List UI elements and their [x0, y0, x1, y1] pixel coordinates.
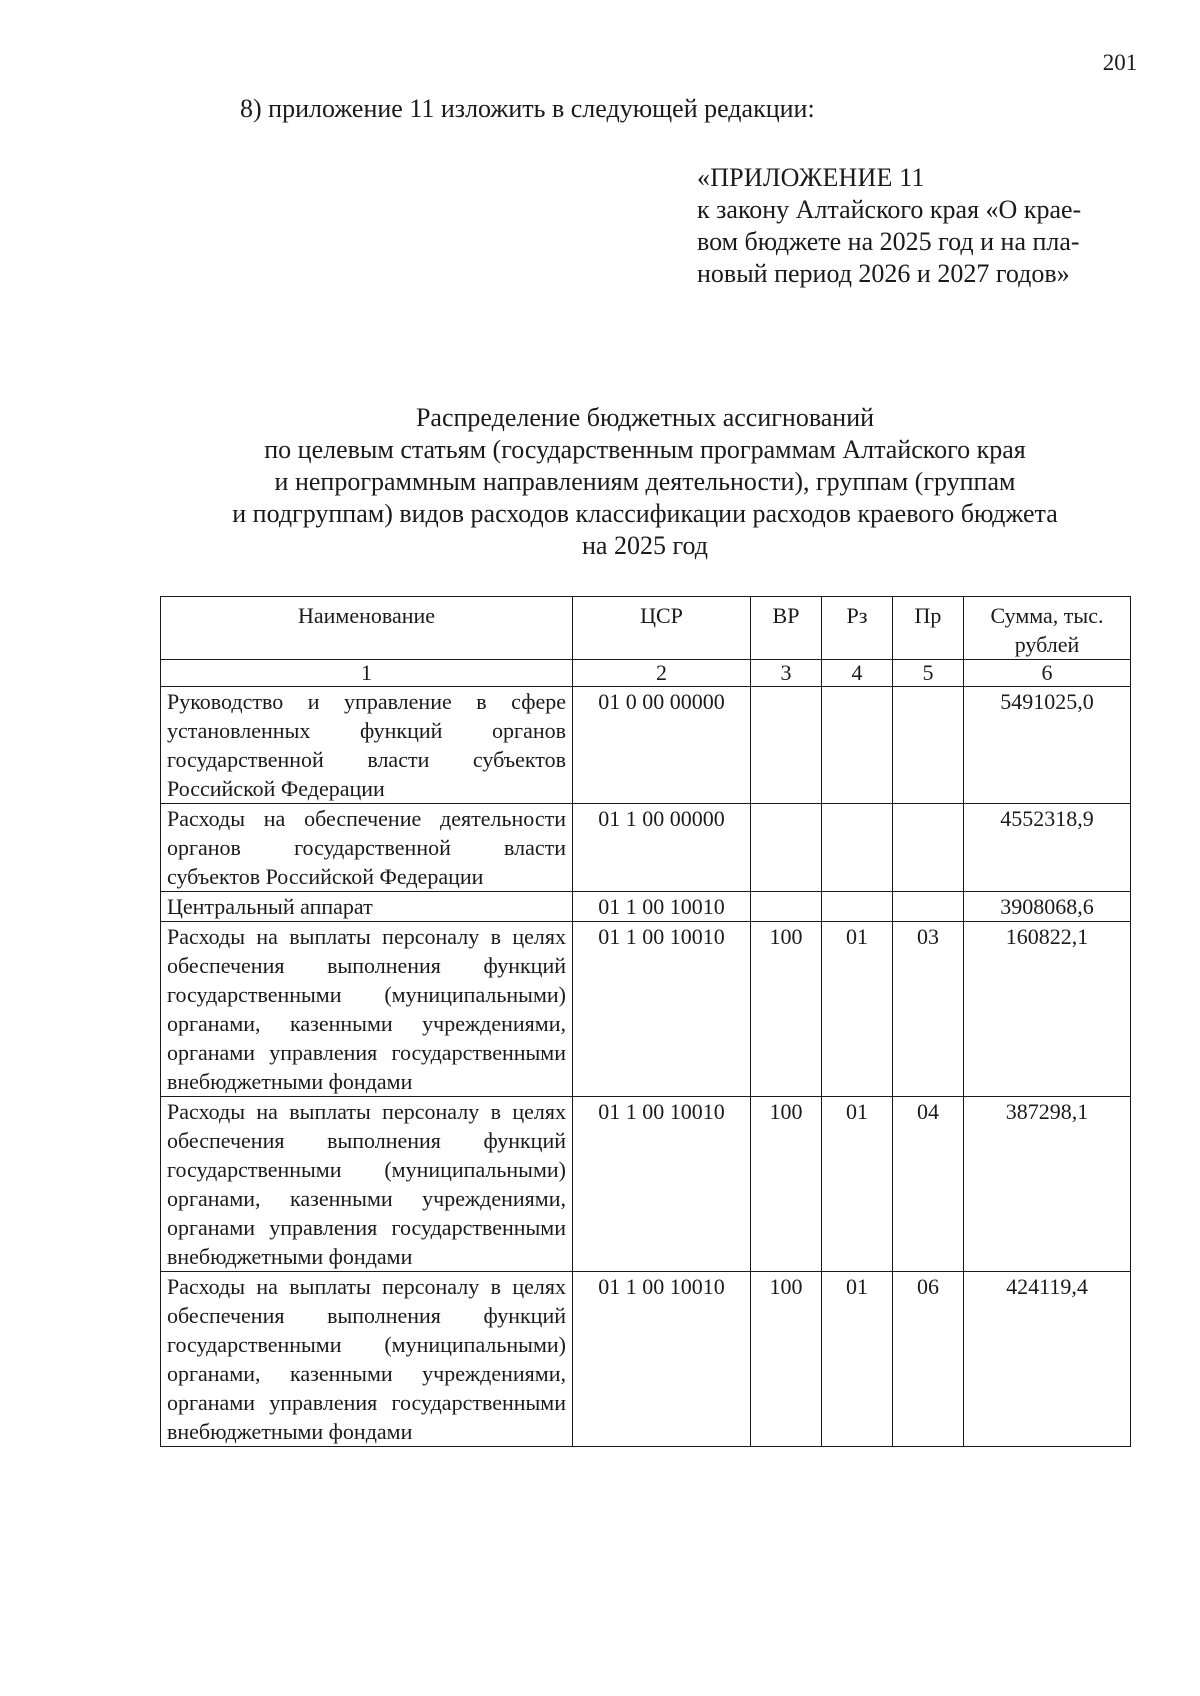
row-name: Расходы на выплаты персоналу в целях обеспечения выполнения функций государственными (муниципальными) органами, казенными учреждениями, органами управления государственными внебюджетными фондами — [161, 922, 573, 1097]
table-title-line: и подгруппам) видов расходов классификации расходов краевого бюджета — [232, 499, 1058, 528]
row-name: Руководство и управление в сфере установленных функций органов государственной власти субъектов Российской Федерации — [161, 687, 573, 804]
header-sum: Сумма, тыс. рублей — [964, 597, 1131, 660]
row-sum: 387298,1 — [964, 1097, 1131, 1272]
row-csr: 01 1 00 10010 — [573, 922, 751, 1097]
row-csr: 01 1 00 10010 — [573, 892, 751, 922]
header-name: Наименование — [161, 597, 573, 660]
row-pr: 03 — [893, 922, 964, 1097]
table-row — [161, 804, 1131, 892]
row-sum: 3908068,6 — [964, 892, 1131, 922]
table-header-row — [161, 597, 1131, 660]
column-number: 2 — [573, 660, 751, 687]
row-name: Расходы на выплаты персоналу в целях обеспечения выполнения функций государственными (муниципальными) органами, казенными учреждениями, органами управления государственными внебюджетными фондами — [161, 1272, 573, 1447]
row-sum: 424119,4 — [964, 1272, 1131, 1447]
row-rz: 01 — [822, 1272, 893, 1447]
appendix-line: к закону Алтайского края «О крае- — [697, 195, 1082, 224]
appendix-title: «ПРИЛОЖЕНИЕ 11 — [697, 163, 925, 192]
appendix-header — [697, 162, 1137, 290]
column-number: 1 — [161, 660, 573, 687]
row-vr: 100 — [751, 1097, 822, 1272]
row-csr: 01 1 00 10010 — [573, 1097, 751, 1272]
appendix-line: вом бюджете на 2025 год и на пла- — [697, 227, 1080, 256]
table-title-line: и непрограммным направлениям деятельности), группам (группам — [274, 467, 1016, 496]
table-row — [161, 1272, 1131, 1447]
row-sum: 5491025,0 — [964, 687, 1131, 804]
row-vr — [751, 687, 822, 804]
row-vr: 100 — [751, 1272, 822, 1447]
row-pr — [893, 687, 964, 804]
column-number: 4 — [822, 660, 893, 687]
header-rz: Рз — [822, 597, 893, 660]
row-name: Расходы на обеспечение деятельности органов государственной власти субъектов Российской Федерации — [161, 804, 573, 892]
row-rz — [822, 687, 893, 804]
column-number: 3 — [751, 660, 822, 687]
row-sum: 4552318,9 — [964, 804, 1131, 892]
table-title — [160, 402, 1130, 562]
row-rz — [822, 804, 893, 892]
header-vr: ВР — [751, 597, 822, 660]
row-rz: 01 — [822, 922, 893, 1097]
table-row — [161, 687, 1131, 804]
table-title-line: Распределение бюджетных ассигнований — [415, 403, 875, 432]
row-name: Центральный аппарат — [161, 892, 573, 922]
header-csr: ЦСР — [573, 597, 751, 660]
table-row — [161, 1097, 1131, 1272]
row-csr: 01 1 00 00000 — [573, 804, 751, 892]
column-number-row — [161, 660, 1131, 687]
header-pr: Пр — [893, 597, 964, 660]
row-sum: 160822,1 — [964, 922, 1131, 1097]
table-title-line: по целевым статьям (государственным программам Алтайского края — [264, 435, 1026, 464]
row-vr — [751, 892, 822, 922]
column-number: 6 — [964, 660, 1131, 687]
table-body — [161, 687, 1131, 1447]
row-vr: 100 — [751, 922, 822, 1097]
appendix-line: новый период 2026 и 2027 годов» — [697, 259, 1070, 288]
row-pr — [893, 804, 964, 892]
table-title-line: на 2025 год — [582, 531, 708, 560]
row-pr: 06 — [893, 1272, 964, 1447]
row-pr — [893, 892, 964, 922]
page-number: 201 — [1102, 50, 1138, 75]
row-rz: 01 — [822, 1097, 893, 1272]
row-vr — [751, 804, 822, 892]
intro-text: 8) приложение 11 изложить в следующей редакции: — [240, 94, 815, 123]
table-row — [161, 922, 1131, 1097]
column-number: 5 — [893, 660, 964, 687]
row-pr: 04 — [893, 1097, 964, 1272]
row-csr: 01 1 00 10010 — [573, 1272, 751, 1447]
budget-table — [160, 596, 1131, 1447]
row-csr: 01 0 00 00000 — [573, 687, 751, 804]
row-name: Расходы на выплаты персоналу в целях обеспечения выполнения функций государственными (муниципальными) органами, казенными учреждениями, органами управления государственными внебюджетными фондами — [161, 1097, 573, 1272]
table-row — [161, 892, 1131, 922]
row-rz — [822, 892, 893, 922]
